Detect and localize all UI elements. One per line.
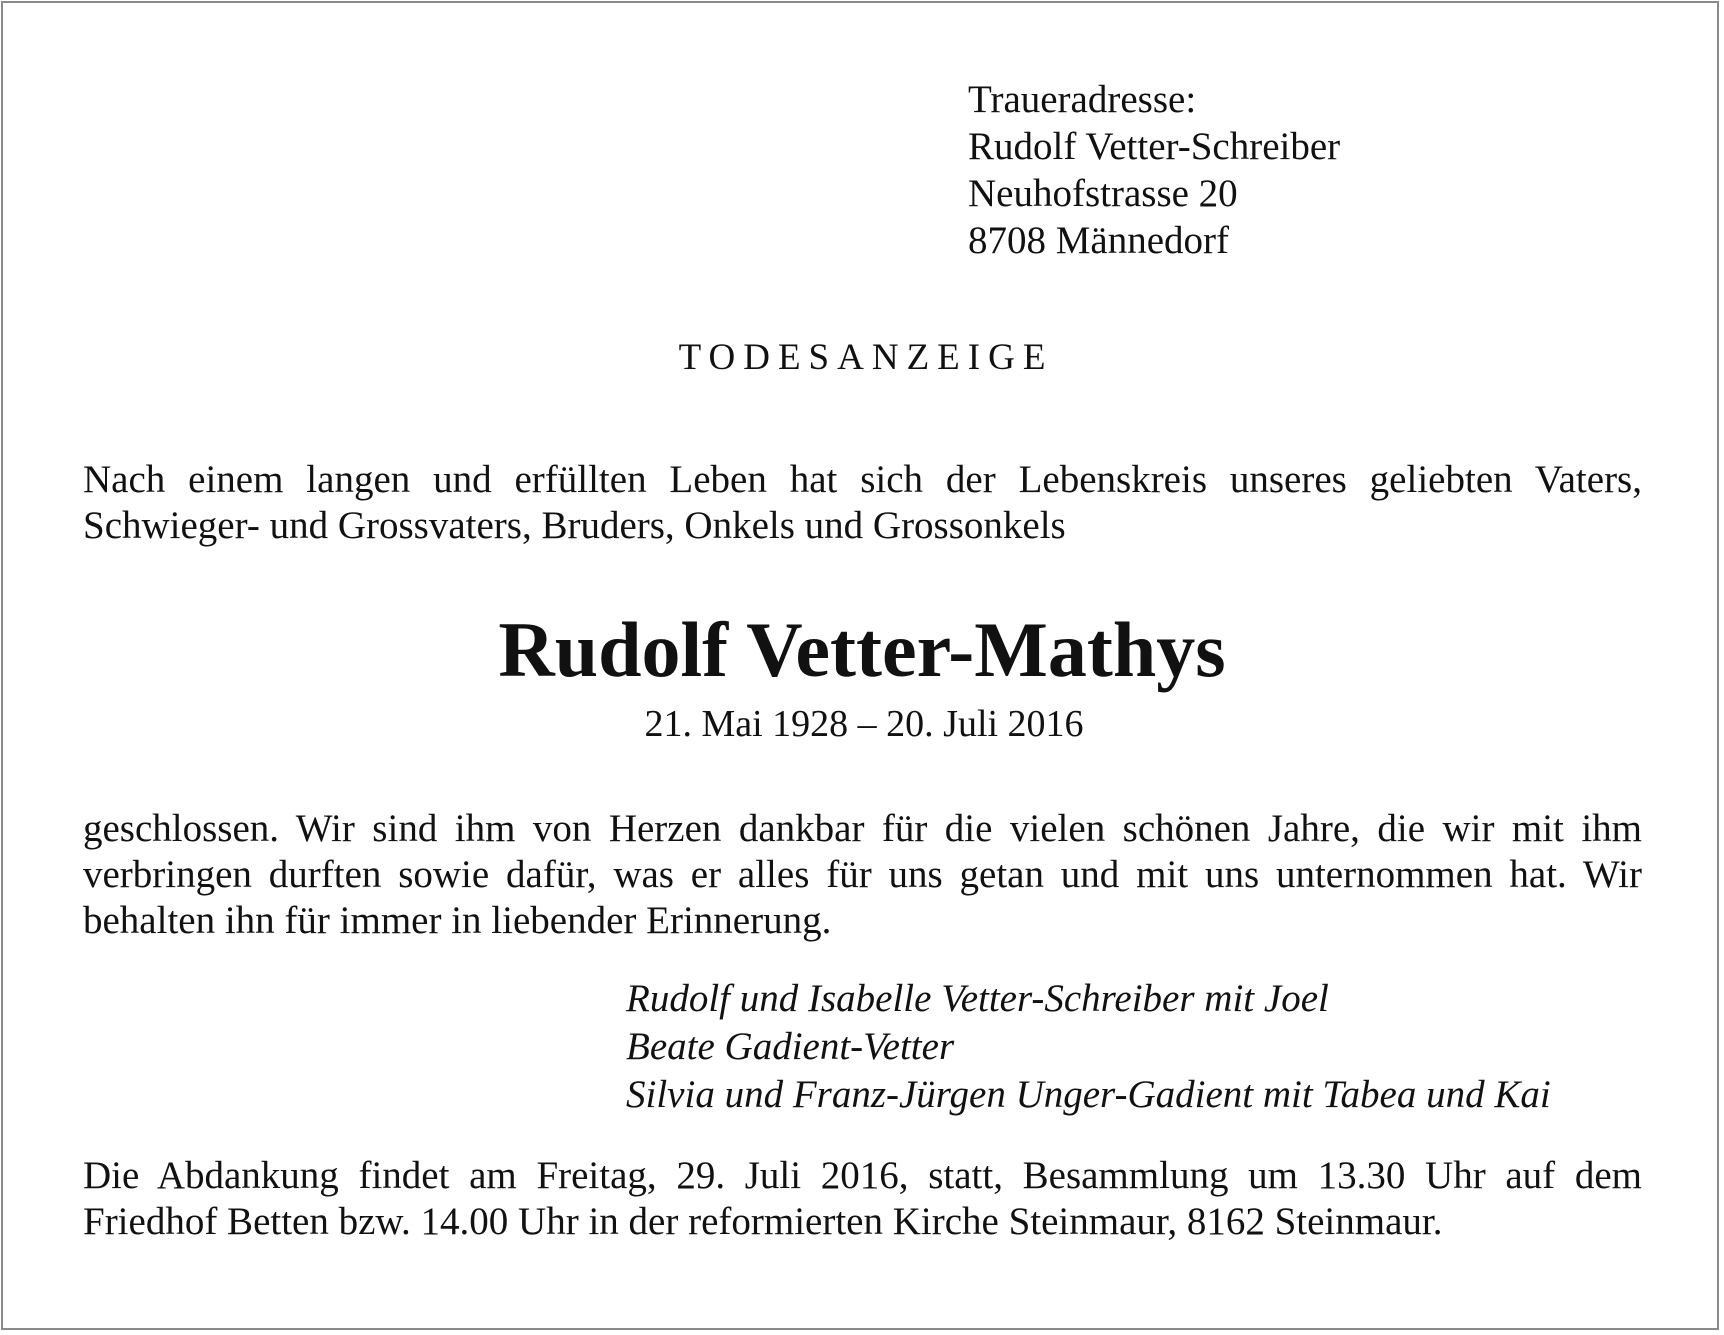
mourner-line: Beate Gadient-Vetter [626,1025,955,1068]
closing-paragraph: geschlossen. Wir sind ihm von Herzen dankbar für die vielen schönen Jahre, die wir mit ihm verbringen durften sowie dafür, was er alles für uns getan und mit uns unternommen hat. Wir behalten ihn für immer in liebender Erinnerung. [83,807,1642,942]
address-city: 8708 Männedorf [968,219,1230,262]
notice-type-heading: TODESANZEIGE [678,337,1054,378]
service-paragraph: Die Abdankung findet am Freitag, 29. Juli 2016, statt, Besammlung um 13.30 Uhr auf dem Friedhof Betten bzw. 14.00 Uhr in der reformierten Kirche Steinmaur, 8162 Steinmaur. [83,1154,1642,1243]
address-street: Neuhofstrasse 20 [968,172,1238,215]
address-label: Traueradresse: [968,78,1197,121]
mourner-line: Silvia und Franz-Jürgen Unger-Gadient mit Tabea und Kai [626,1073,1551,1116]
intro-paragraph: Nach einem langen und erfüllten Leben hat sich der Lebenskreis unseres geliebten Vaters, Schwieger- und Grossvaters, Bruders, Onkels und Grossonkels [83,458,1642,547]
address-name: Rudolf Vetter-Schreiber [968,125,1341,168]
mourner-line: Rudolf und Isabelle Vetter-Schreiber mit Joel [626,977,1329,1020]
deceased-name: Rudolf Vetter-Mathys [498,606,1226,693]
mourners-list [626,975,1551,1119]
mourning-address [968,76,1340,264]
life-dates: 21. Mai 1928 – 20. Juli 2016 [644,703,1084,745]
